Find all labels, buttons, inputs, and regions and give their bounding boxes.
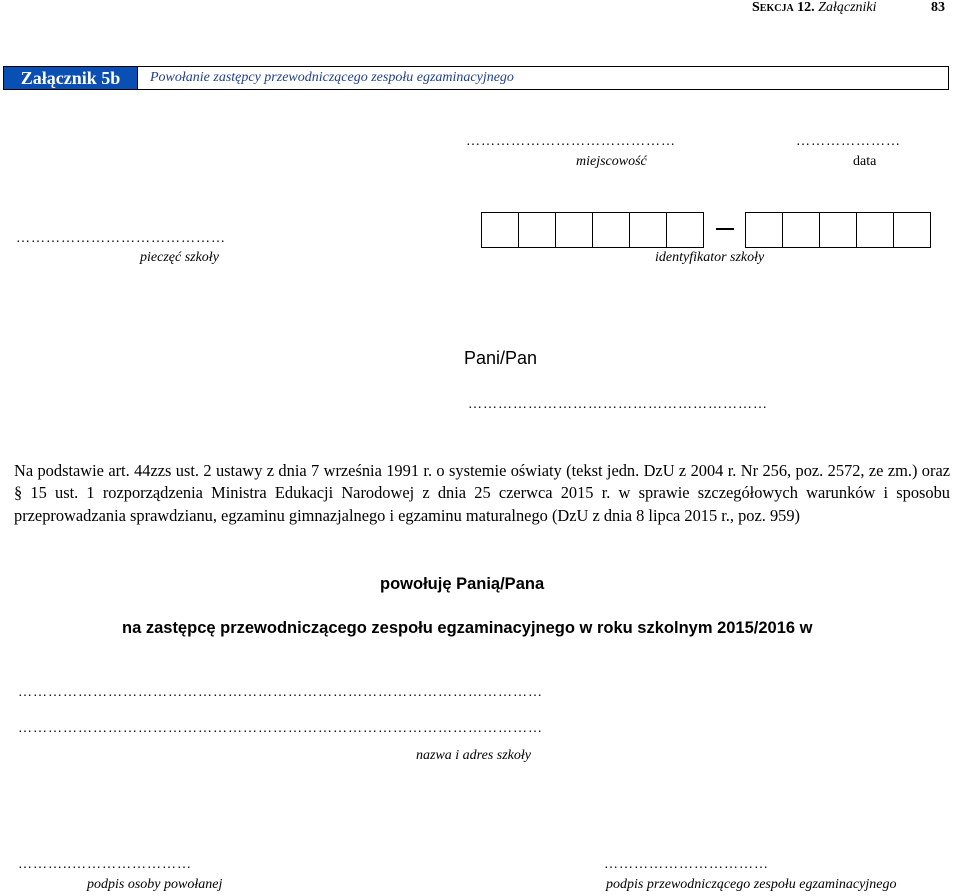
role-line: na zastępcę przewodniczącego zespołu egzaminacyjnego w roku szkolnym 2015/2016 w — [122, 619, 813, 637]
school-id-box[interactable] — [592, 212, 630, 248]
annex-title: Powołanie zastępcy przewodniczącego zespołu egzaminacyjnego — [150, 70, 514, 85]
school-id-box[interactable] — [782, 212, 820, 248]
page-number: 83 — [931, 0, 945, 15]
place-caption: miejscowość — [576, 154, 647, 169]
annex-banner — [3, 66, 949, 90]
school-id-box[interactable] — [481, 212, 519, 248]
school-id-box[interactable] — [745, 212, 783, 248]
school-address-fill-line-2: …………………………………………………………………………………………… — [18, 721, 543, 736]
running-header — [752, 0, 877, 16]
place-fill-line: …………………………………… — [466, 134, 676, 149]
school-id-separator — [704, 212, 746, 248]
school-address-fill-line-1: …………………………………………………………………………………………… — [18, 685, 543, 700]
school-address-caption: nazwa i adres szkoły — [416, 748, 531, 763]
date-caption: data — [853, 154, 877, 169]
appointee-signature-line: ………..…………………… — [18, 857, 192, 872]
chair-signature-line: …………………………… — [604, 857, 769, 872]
dash-mark — [716, 228, 734, 230]
section-label: Sekcja 12. — [752, 0, 815, 15]
addressee-name-fill-line: …………………………………………………… — [468, 397, 768, 412]
school-id-box[interactable] — [819, 212, 857, 248]
school-id-box[interactable] — [555, 212, 593, 248]
school-id-boxes — [482, 212, 931, 248]
date-fill-line: ………………… — [796, 134, 901, 149]
school-id-box[interactable] — [893, 212, 931, 248]
section-title: Załączniki — [818, 0, 877, 15]
appointee-signature-caption: podpis osoby powołanej — [87, 877, 223, 892]
school-id-box[interactable] — [856, 212, 894, 248]
chair-signature-caption: podpis przewodniczącego zespołu egzaminacyjnego — [606, 877, 897, 892]
school-stamp-fill-line: …………………………………… — [16, 231, 226, 246]
school-stamp-caption: pieczęć szkoły — [140, 250, 219, 265]
legal-basis-paragraph: Na podstawie art. 44zzs ust. 2 ustawy z dnia 7 września 1991 r. o systemie oświaty (tekst jedn. DzU z 2004 r. Nr 256, poz. 2572, ze zm.) oraz § 15 ust. 1 rozporządzenia Ministra Edukacji Narodowej z dnia 25 czerwca 2015 r. w sprawie szczegółowych warunków i sposobu przeprowadzania sprawdzianu, egzaminu gimnazjalnego i egzaminu maturalnego (DzU z dnia 8 lipca 2015 r., poz. 959) — [14, 461, 950, 525]
school-id-box[interactable] — [629, 212, 667, 248]
school-id-box[interactable] — [518, 212, 556, 248]
annex-label: Załącznik 5b — [4, 67, 138, 89]
appointment-line: powołuję Panią/Pana — [380, 575, 545, 593]
school-id-box[interactable] — [666, 212, 704, 248]
salutation: Pani/Pan — [464, 348, 538, 368]
school-id-caption: identyfikator szkoły — [655, 250, 765, 265]
